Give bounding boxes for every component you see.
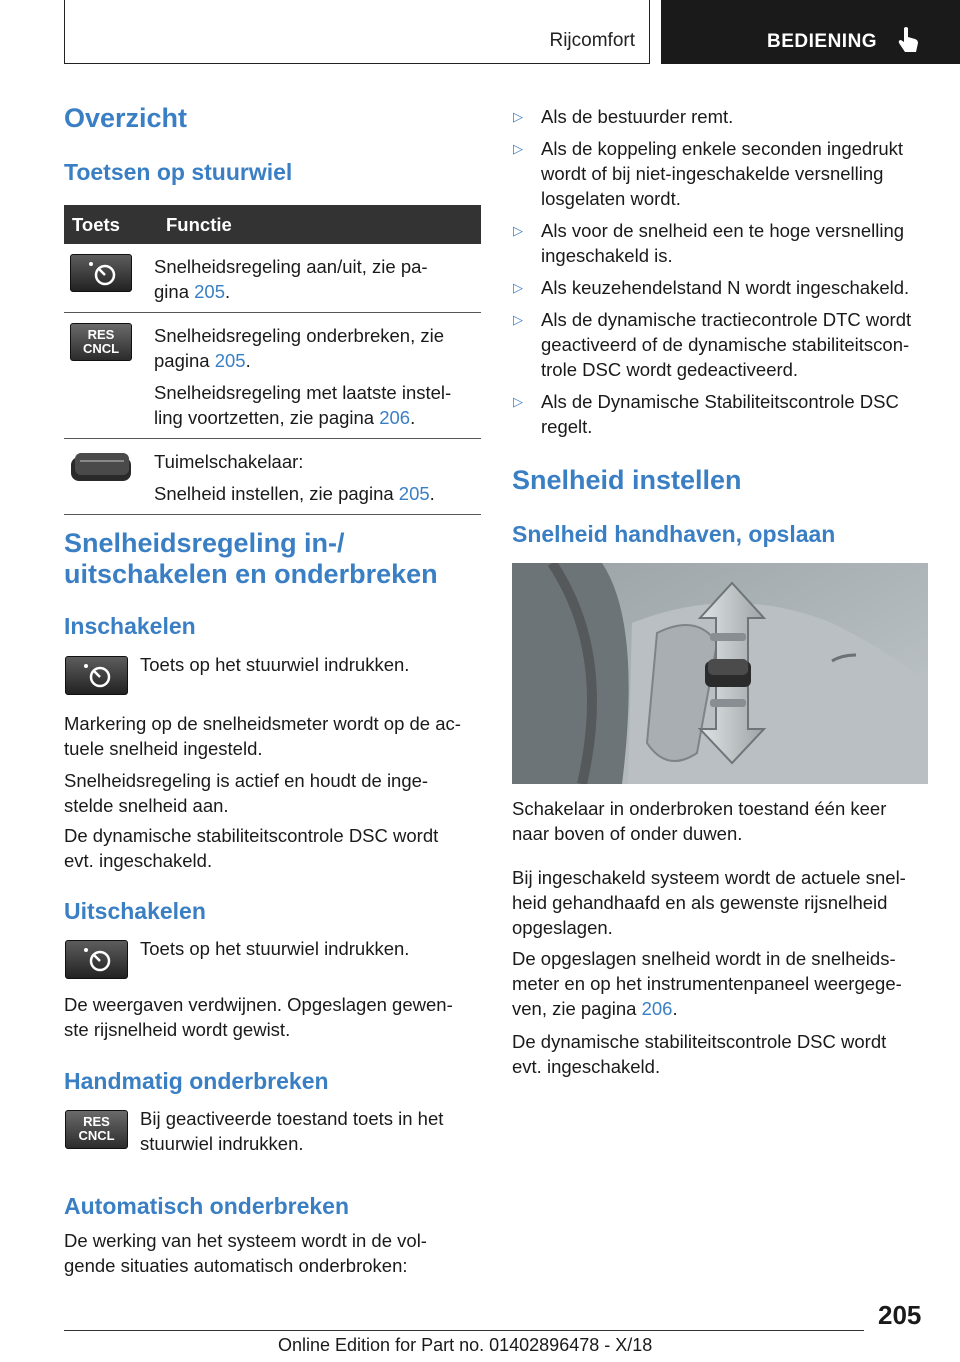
- page-link[interactable]: 206: [379, 407, 411, 428]
- steering-wheel-photo: [512, 563, 928, 784]
- page-link[interactable]: 206: [641, 998, 673, 1019]
- table-row: Tuimelschakelaar: Snelheid instellen, zie pagina 205.: [64, 439, 481, 515]
- page-link[interactable]: 205: [214, 350, 246, 371]
- triangle-bullet-icon: ▷: [513, 141, 523, 156]
- heading-handhaven: Snelheid handhaven, opslaan: [512, 521, 836, 547]
- page-link[interactable]: 205: [194, 281, 225, 302]
- page-link[interactable]: 205: [398, 483, 430, 504]
- triangle-bullet-icon: ▷: [513, 109, 523, 124]
- triangle-bullet-icon: ▷: [513, 280, 523, 295]
- speed-control-icon: [65, 656, 128, 695]
- header-section-title: Rijcomfort: [549, 30, 635, 51]
- interruption-list: [512, 104, 932, 446]
- res-cncl-icon: RES CNCL: [70, 323, 132, 361]
- list-item: ▷ Als keuzehendelstand N wordt ingeschakeld.: [513, 277, 910, 298]
- header-chapter-box: [661, 0, 960, 64]
- res-cncl-icon: RES CNCL: [65, 1110, 128, 1149]
- col-functie: Functie: [154, 205, 481, 244]
- list-item: ▷ Als de bestuurder remt.: [513, 106, 734, 127]
- footer-divider: [64, 1330, 864, 1331]
- col-toets: Toets: [64, 205, 154, 244]
- list-item: ▷ Als de Dynamische Stabiliteitscontrole DSC regelt.: [513, 391, 899, 437]
- speed-control-icon: [65, 940, 128, 979]
- header-section-box: [64, 0, 650, 64]
- table-row: Snelheidsregeling aan/uit, zie pa‐ gina 205.: [64, 244, 481, 313]
- list-item: ▷ Als voor de snelheid een te hoge versnelling ingeschakeld is.: [513, 220, 905, 266]
- uitschakelen-text: Toets op het stuurwiel indrukken.: [140, 938, 410, 959]
- heading-handmatig: Handmatig onderbreken: [64, 1068, 329, 1094]
- page-number: 205: [878, 1300, 922, 1330]
- triangle-bullet-icon: ▷: [513, 394, 523, 409]
- heading-snelheid-instellen: Snelheid instellen: [512, 465, 742, 495]
- heading-automatisch: Automatisch onderbreken: [64, 1193, 349, 1219]
- footer-edition: Online Edition for Part no. 01402896478 - X/18: [278, 1335, 653, 1355]
- list-item: ▷ Als de koppeling enkele seconden ingedrukt wordt of bij niet-ingeschakelde versnelling losgelaten wordt.: [513, 138, 904, 209]
- header-chapter-title: BEDIENING: [767, 31, 878, 52]
- inschakelen-text: Toets op het stuurwiel indrukken.: [140, 654, 410, 675]
- table-header-row: [64, 205, 481, 244]
- triangle-bullet-icon: ▷: [513, 223, 523, 238]
- list-item: ▷ Als de dynamische tractiecontrole DTC wordt geactiveerd of de dynamische stabiliteitscon‐ trole DSC wordt gedeactiveerd.: [513, 309, 912, 380]
- heading-uitschakelen: Uitschakelen: [64, 898, 206, 924]
- key-function-table: [64, 205, 481, 515]
- heading-overzicht: Overzicht: [64, 103, 188, 133]
- pointing-hand-icon: [897, 26, 921, 54]
- heading-in-uit: Snelheidsregeling in-/ uitschakelen en onderbreken: [64, 528, 438, 589]
- rocker-switch-icon: [70, 449, 132, 487]
- heading-toetsen: Toetsen op stuurwiel: [64, 159, 293, 185]
- heading-inschakelen: Inschakelen: [64, 613, 196, 639]
- table-row: RES CNCL Snelheidsregeling onderbreken, zie pagina 205. Snelheidsregeling met laatste instel‐ ling voortzetten, zie pagina 206.: [64, 313, 481, 439]
- speed-control-icon: [70, 254, 132, 292]
- triangle-bullet-icon: ▷: [513, 312, 523, 327]
